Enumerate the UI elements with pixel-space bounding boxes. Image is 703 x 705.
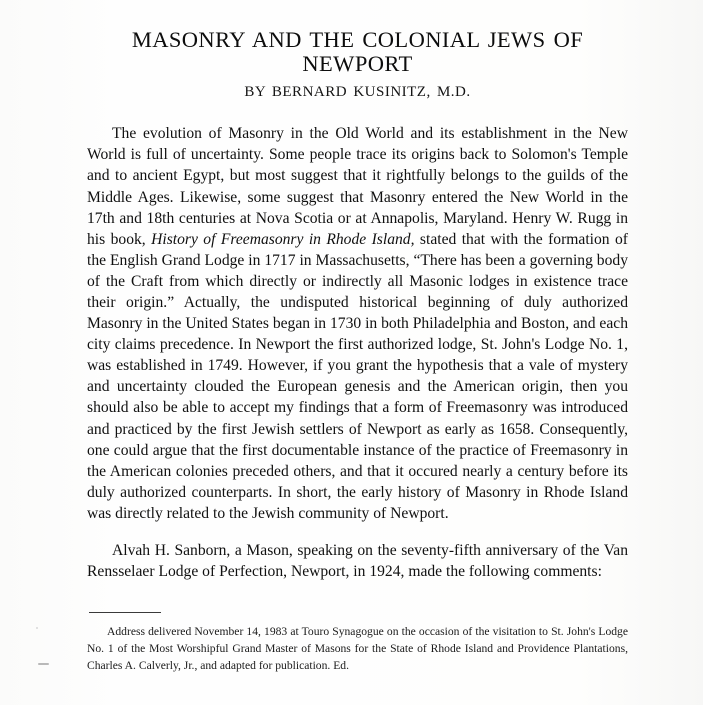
author-byline: BY BERNARD KUSINITZ, M.D. (244, 84, 471, 101)
book-title-italic: History of Freemasonry in Rhode Island, (151, 230, 415, 248)
footnote-zone (87, 612, 628, 675)
paragraph-1-segment-roman-a: The evolution of Masonry in the Old World and its establishment in the New World is full of uncertainty. Some people trace its origins back to Solomon's Temple and to ancient Egypt, but most suggest that it rightfully belongs to the guilds of the Middle Ages. Likewise, some suggest that Masonry entered the New World in the 17th and 18th centuries at Nova Scotia or at Annapolis, Maryland. Henry W. Rugg in his book, (87, 125, 628, 248)
scan-artifact-dash (38, 663, 49, 665)
scan-artifact-speck (36, 627, 38, 629)
paragraph-1 (87, 123, 628, 524)
body-text-block (87, 101, 628, 582)
paragraph-1-segment-roman-b: stated that with the formation of the English Grand Lodge in 1717 in Massachusetts, “There has been a governing body of the Craft from which directly or indirectly all Masonic lodges in existence trace their origin.” Actually, the undisputed historical beginning of duly authorized Masonry in the United States began in 1730 in both Philadelphia and Boston, and each city claims precedence. In Newport the first authorized lodge, St. John's Lodge No. 1, was established in 1749. However, if you grant the hypothesis that a vale of mystery and uncertainty clouded the European genesis and the American origin, then you should also be able to accept my findings that a form of Freemasonry was introduced and practiced by the first Jewish settlers of Newport as early as 1658. Consequently, one could argue that the first documentable instance of the practice of Freemasonry in the American colonies preceded others, and that it occured nearly a century before its duly authorized counterparts. In short, the early history of Masonry in Rhode Island was directly related to the Jewish community of Newport. (87, 230, 628, 522)
footnote-separator-rule (89, 612, 161, 613)
page-text-column (87, 0, 628, 582)
paragraph-2 (87, 540, 628, 582)
footnote-text: Address delivered November 14, 1983 at Touro Synagogue on the occasion of the visitation to St. John's Lodge No. 1 of the Most Worshipful Grand Master of Masons for the State of Rhode Island and Providence Plantations, Charles A. Calverly, Jr., and adapted for publication. Ed. (87, 625, 628, 673)
page-title: MASONRY AND THE COLONIAL JEWS OF NEWPORT (131, 27, 584, 76)
paragraph-2-segment-roman: Alvah H. Sanborn, a Mason, speaking on the seventy-fifth anniversary of the Van Rensselaer Lodge of Perfection, Newport, in 1924, made the following comments: (87, 542, 628, 581)
